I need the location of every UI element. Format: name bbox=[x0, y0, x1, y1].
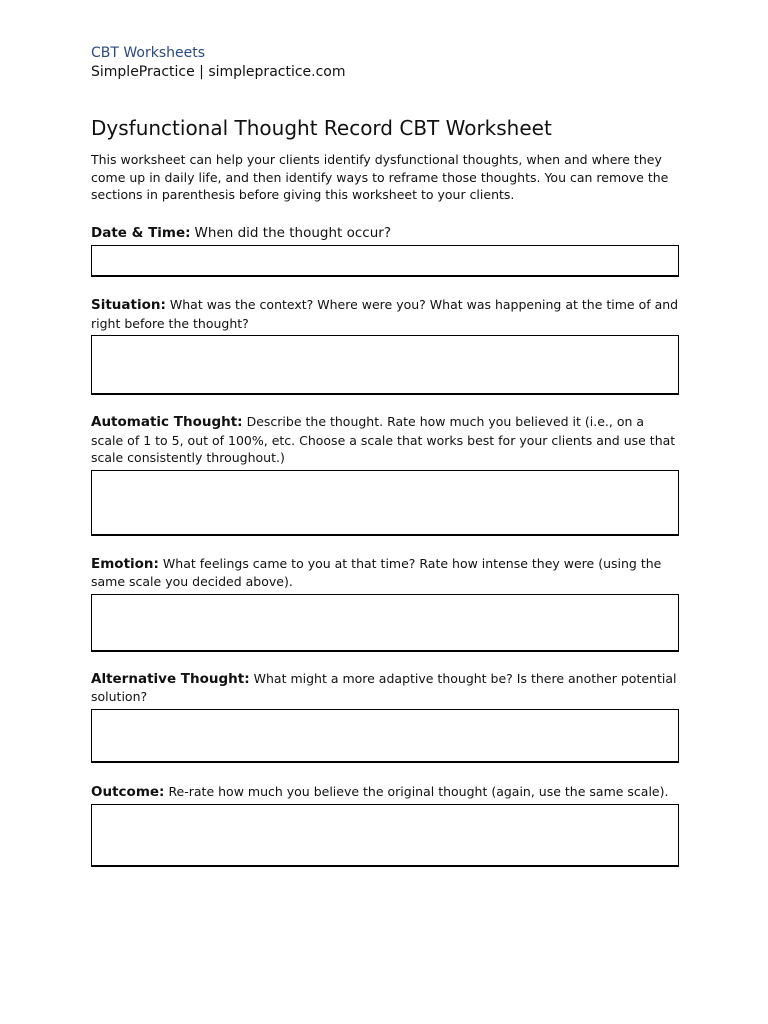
automatic-thought-prompt bbox=[91, 413, 679, 467]
situation-label: Situation: bbox=[91, 297, 166, 313]
intro-paragraph: This worksheet can help your clients identify dysfunctional thoughts, when and where they come up in daily life, and then identify ways to reframe those thoughts. You can remove the sections in parenthesis before giving this worksheet to your clients. bbox=[91, 152, 669, 202]
situation-question: What was the context? Where were you? What was happening at the time of and right before the thought? bbox=[91, 297, 679, 331]
automatic-thought-field[interactable] bbox=[91, 470, 679, 536]
alternative-thought-question: What might a more adaptive thought be? Is there another potential solution? bbox=[91, 670, 677, 704]
outcome-field[interactable] bbox=[91, 804, 679, 867]
automatic-thought-question: Describe the thought. Rate how much you believed it (i.e., on a scale of 1 to 5, out of 100%, etc. Choose a scale that works best for your clients and use that scale consistently throughout.) bbox=[91, 414, 676, 465]
section-emotion bbox=[91, 555, 679, 652]
automatic-thought-label: Automatic Thought: bbox=[91, 414, 243, 430]
section-automatic-thought bbox=[91, 413, 679, 536]
outcome-label: Outcome: bbox=[91, 783, 165, 800]
alternative-thought-field[interactable] bbox=[91, 709, 679, 763]
section-outcome bbox=[91, 783, 679, 868]
situation-prompt bbox=[91, 296, 679, 332]
emotion-prompt bbox=[91, 555, 679, 591]
worksheet-page bbox=[91, 44, 679, 867]
emotion-question: What feelings came to you at that time? Rate how intense they were (using the same scale you decided above). bbox=[91, 555, 662, 589]
source-line: SimplePractice | simplepractice.com bbox=[91, 64, 346, 80]
page-title: Dysfunctional Thought Record CBT Worksheet bbox=[91, 116, 552, 140]
section-situation bbox=[91, 296, 679, 395]
outcome-prompt bbox=[91, 783, 679, 802]
outcome-question: Re-rate how much you believe the original thought (again, use the same scale). bbox=[168, 783, 669, 799]
alternative-thought-prompt bbox=[91, 670, 679, 706]
emotion-label: Emotion: bbox=[91, 555, 159, 572]
date-time-field[interactable] bbox=[91, 245, 679, 277]
date-time-prompt bbox=[91, 224, 679, 243]
emotion-field[interactable] bbox=[91, 594, 679, 652]
situation-field[interactable] bbox=[91, 335, 679, 395]
date-time-question: When did the thought occur? bbox=[194, 224, 391, 241]
date-time-label: Date & Time: bbox=[91, 224, 191, 241]
alternative-thought-label: Alternative Thought: bbox=[91, 670, 250, 687]
section-date-time bbox=[91, 224, 679, 278]
cbt-worksheets-link[interactable]: CBT Worksheets bbox=[91, 45, 206, 61]
section-alternative-thought bbox=[91, 670, 679, 763]
